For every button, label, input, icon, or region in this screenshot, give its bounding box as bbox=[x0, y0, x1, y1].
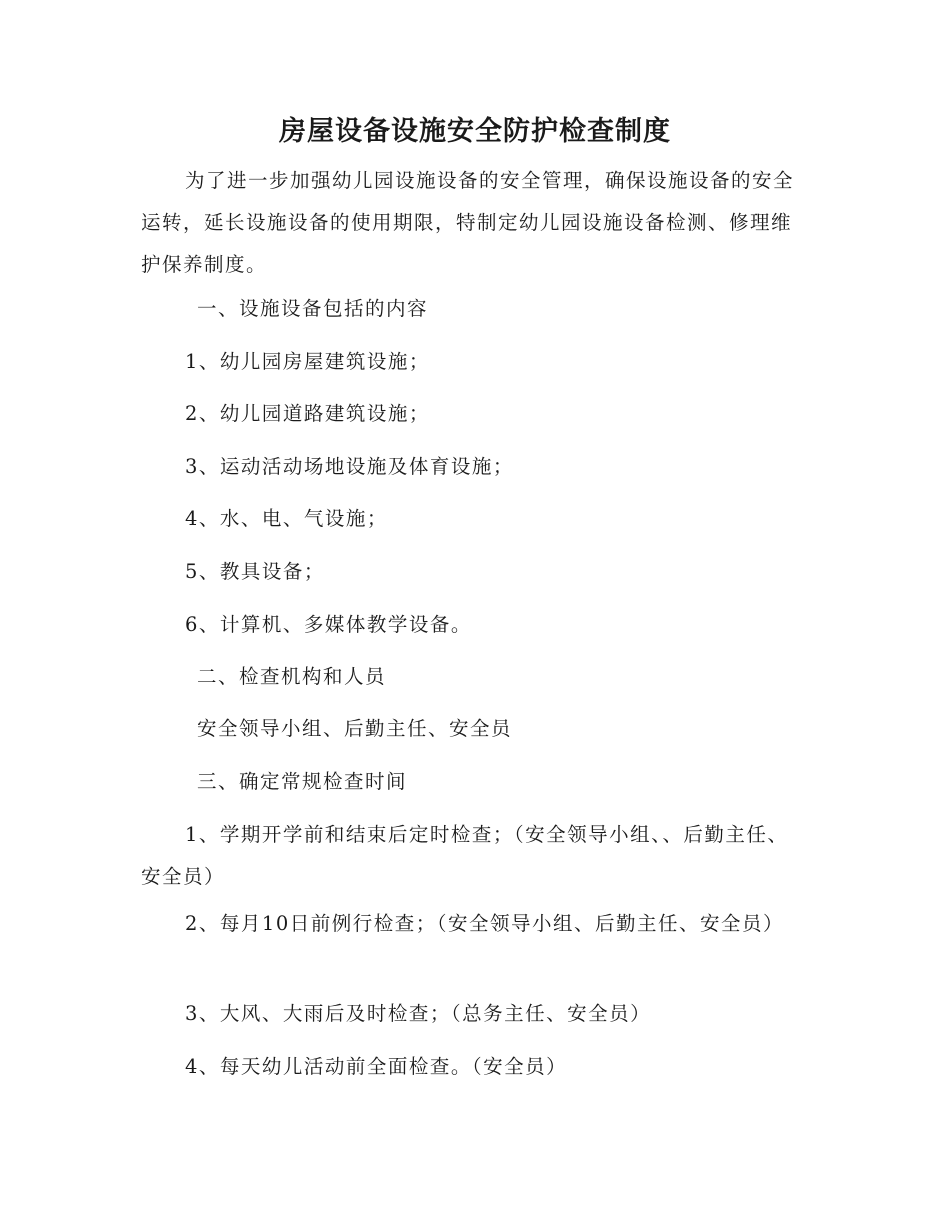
section3-item: 4、每天幼儿活动前全面检查。（安全员） bbox=[185, 1055, 568, 1078]
section1-item: 3、运动活动场地设施及体育设施； bbox=[185, 455, 514, 478]
section3-item: 1、学期开学前和结束后定时检查；（安全领导小组、、后勤主任、安全员） bbox=[141, 823, 789, 888]
section3-item: 2、每月10日前例行检查；（安全领导小组、后勤主任、安全员） bbox=[185, 912, 784, 935]
section3-heading: 三、确定常规检查时间 bbox=[197, 770, 408, 793]
intro-paragraph: 为了进一步加强幼儿园设施设备的安全管理，确保设施设备的安全运转，延长设施设备的使用期限，特制定幼儿园设施设备检测、修理维护保养制度。 bbox=[141, 169, 795, 276]
section3-item: 3、大风、大雨后及时检查；（总务主任、安全员） bbox=[185, 1002, 652, 1025]
document-title: 房屋设备设施安全防护检查制度 bbox=[279, 116, 671, 147]
section2-body: 安全领导小组、后勤主任、安全员 bbox=[197, 717, 513, 740]
section1-item: 4、水、电、气设施； bbox=[185, 507, 388, 530]
section1-heading: 一、设施设备包括的内容 bbox=[197, 297, 429, 320]
section1-item: 6、计算机、多媒体教学设备。 bbox=[185, 613, 472, 636]
section2-heading: 二、检查机构和人员 bbox=[197, 665, 387, 688]
section1-item: 5、教具设备； bbox=[185, 560, 325, 583]
section1-item: 2、幼儿园道路建筑设施； bbox=[185, 402, 430, 425]
section1-item: 1、幼儿园房屋建筑设施； bbox=[185, 350, 430, 373]
